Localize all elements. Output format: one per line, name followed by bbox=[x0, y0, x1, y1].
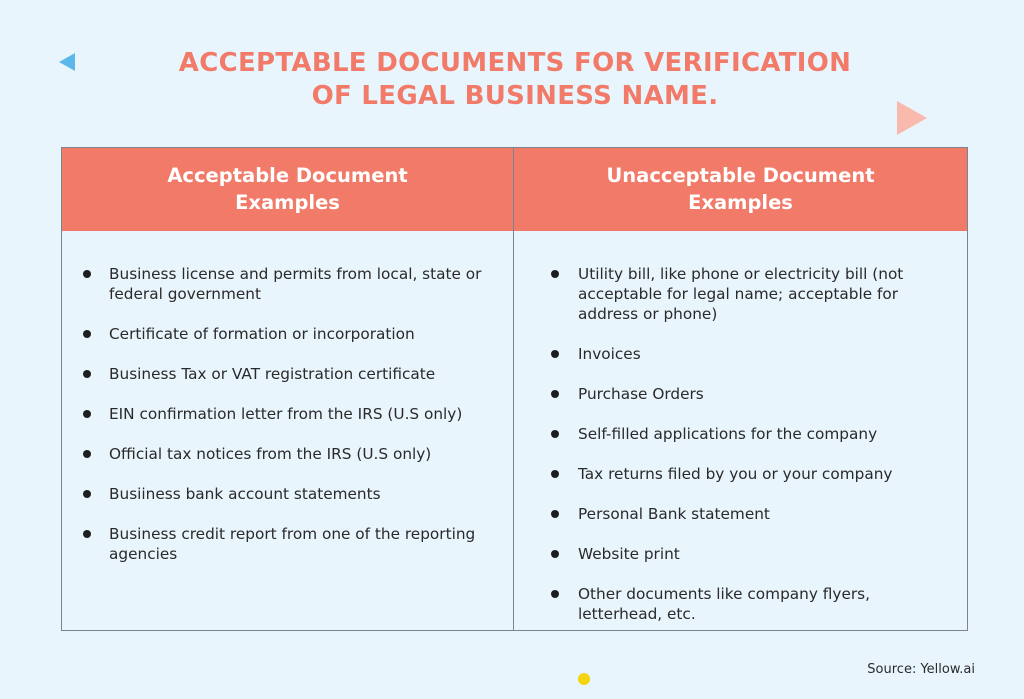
list-item-text: Invoices bbox=[578, 345, 641, 363]
list-item bbox=[578, 464, 958, 484]
list-item bbox=[109, 324, 509, 344]
acceptable-documents-list bbox=[109, 264, 509, 584]
bullet-icon bbox=[83, 270, 91, 278]
list-item-text: Purchase Orders bbox=[578, 385, 704, 403]
bullet-icon bbox=[83, 490, 91, 498]
bullet-icon bbox=[551, 550, 559, 558]
list-item-text: Certificate of formation or incorporation bbox=[109, 325, 415, 343]
list-item bbox=[109, 404, 509, 424]
bullet-icon bbox=[83, 330, 91, 338]
list-item-text: Website print bbox=[578, 545, 680, 563]
bullet-icon bbox=[551, 350, 559, 358]
yellow-dot-decoration-icon bbox=[578, 673, 590, 685]
list-item-text: EIN confirmation letter from the IRS (U.S only) bbox=[109, 405, 463, 423]
bullet-icon bbox=[83, 530, 91, 538]
list-item-text: Other documents like company flyers, letterhead, etc. bbox=[578, 585, 870, 623]
bullet-icon bbox=[551, 390, 559, 398]
list-item bbox=[578, 544, 958, 564]
bullet-icon bbox=[551, 470, 559, 478]
list-item bbox=[578, 504, 958, 524]
list-item bbox=[109, 484, 509, 504]
list-item-text: Official tax notices from the IRS (U.S only) bbox=[109, 445, 432, 463]
bullet-icon bbox=[83, 410, 91, 418]
list-item-text: Business Tax or VAT registration certificate bbox=[109, 365, 436, 383]
list-item bbox=[578, 384, 958, 404]
list-item bbox=[109, 364, 509, 384]
list-item bbox=[578, 584, 958, 624]
page-title bbox=[0, 47, 1024, 113]
list-item bbox=[109, 264, 509, 304]
acceptable-header-line-2: Examples bbox=[235, 191, 340, 214]
list-item-text: Self-filled applications for the company bbox=[578, 425, 878, 443]
unacceptable-header-line-1: Unacceptable Document bbox=[606, 164, 875, 187]
list-item bbox=[578, 344, 958, 364]
bullet-icon bbox=[551, 590, 559, 598]
unacceptable-column-header bbox=[514, 162, 967, 216]
unacceptable-documents-list bbox=[578, 264, 958, 644]
list-item bbox=[578, 264, 958, 324]
acceptable-column-header bbox=[62, 162, 513, 216]
list-item-text: Busiiness bank account statements bbox=[109, 485, 381, 503]
list-item-text: Tax returns filed by you or your company bbox=[578, 465, 893, 483]
unacceptable-header-line-2: Examples bbox=[688, 191, 793, 214]
list-item-text: Business credit report from one of the reporting agencies bbox=[109, 525, 476, 563]
list-item bbox=[109, 524, 509, 564]
list-item bbox=[578, 424, 958, 444]
bullet-icon bbox=[551, 510, 559, 518]
title-line-1: ACCEPTABLE DOCUMENTS FOR VERIFICATION bbox=[178, 48, 852, 78]
title-line-2: OF LEGAL BUSINESS NAME. bbox=[311, 81, 719, 111]
acceptable-header-line-1: Acceptable Document bbox=[167, 164, 408, 187]
bullet-icon bbox=[551, 430, 559, 438]
list-item-text: Personal Bank statement bbox=[578, 505, 770, 523]
bullet-icon bbox=[83, 370, 91, 378]
source-credit: Source: Yellow.ai bbox=[867, 662, 975, 677]
documents-table bbox=[61, 147, 968, 631]
column-divider bbox=[513, 148, 514, 630]
list-item-text: Utility bill, like phone or electricity bill (not acceptable for legal name; acceptable for address or phone) bbox=[578, 265, 904, 323]
list-item-text: Business license and permits from local, state or federal government bbox=[109, 265, 482, 303]
bullet-icon bbox=[551, 270, 559, 278]
list-item bbox=[109, 444, 509, 464]
bullet-icon bbox=[83, 450, 91, 458]
